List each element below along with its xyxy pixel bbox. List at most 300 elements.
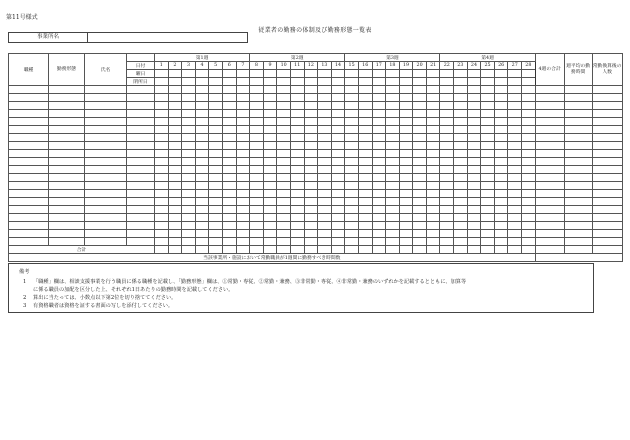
hours-cell[interactable] bbox=[331, 118, 345, 126]
hours-cell[interactable] bbox=[318, 102, 332, 110]
hours-cell[interactable] bbox=[386, 94, 400, 102]
hours-cell[interactable] bbox=[318, 206, 332, 214]
hours-cell[interactable] bbox=[467, 110, 481, 118]
hours-cell[interactable] bbox=[399, 238, 413, 246]
hours-cell[interactable] bbox=[481, 166, 495, 174]
hours-cell[interactable] bbox=[372, 118, 386, 126]
hours-cell[interactable] bbox=[426, 230, 440, 238]
hours-cell[interactable] bbox=[399, 86, 413, 94]
weekday-cell[interactable] bbox=[454, 70, 468, 78]
hours-cell[interactable] bbox=[277, 190, 291, 198]
hours-cell[interactable] bbox=[195, 230, 209, 238]
hours-cell[interactable] bbox=[236, 126, 250, 134]
hours-cell[interactable] bbox=[481, 238, 495, 246]
hours-cell[interactable] bbox=[250, 102, 264, 110]
hours-cell[interactable] bbox=[290, 206, 304, 214]
hours-cell[interactable] bbox=[250, 206, 264, 214]
hours-cell[interactable] bbox=[481, 198, 495, 206]
work-type-cell[interactable] bbox=[49, 142, 85, 150]
hours-cell[interactable] bbox=[467, 150, 481, 158]
hours-cell[interactable] bbox=[440, 158, 454, 166]
hours-cell[interactable] bbox=[209, 190, 223, 198]
hours-cell[interactable] bbox=[413, 182, 427, 190]
hours-cell[interactable] bbox=[522, 118, 536, 126]
weekly-avg-cell[interactable] bbox=[564, 126, 592, 134]
hours-cell[interactable] bbox=[318, 134, 332, 142]
fte-cell[interactable] bbox=[592, 190, 622, 198]
hours-cell[interactable] bbox=[182, 126, 196, 134]
hours-cell[interactable] bbox=[399, 134, 413, 142]
hours-cell[interactable] bbox=[290, 198, 304, 206]
hours-cell[interactable] bbox=[413, 214, 427, 222]
hours-cell[interactable] bbox=[168, 214, 182, 222]
total-cell[interactable] bbox=[535, 110, 564, 118]
hours-cell[interactable] bbox=[372, 158, 386, 166]
hours-cell[interactable] bbox=[318, 94, 332, 102]
name-cell[interactable] bbox=[85, 238, 127, 246]
hours-cell[interactable] bbox=[168, 206, 182, 214]
hours-cell[interactable] bbox=[222, 126, 236, 134]
occupation-cell[interactable] bbox=[9, 190, 49, 198]
hours-cell[interactable] bbox=[467, 166, 481, 174]
total-cell[interactable] bbox=[535, 214, 564, 222]
total-cell[interactable] bbox=[535, 134, 564, 142]
hours-cell[interactable] bbox=[481, 118, 495, 126]
hours-cell[interactable] bbox=[222, 94, 236, 102]
hours-cell[interactable] bbox=[386, 166, 400, 174]
occupation-cell[interactable] bbox=[9, 198, 49, 206]
hours-cell[interactable] bbox=[481, 94, 495, 102]
hours-cell[interactable] bbox=[358, 94, 372, 102]
total-cell[interactable] bbox=[535, 222, 564, 230]
occupation-cell[interactable] bbox=[9, 158, 49, 166]
hours-cell[interactable] bbox=[440, 222, 454, 230]
hours-cell[interactable] bbox=[345, 198, 359, 206]
hours-cell[interactable] bbox=[195, 214, 209, 222]
hours-cell[interactable] bbox=[386, 126, 400, 134]
hours-cell[interactable] bbox=[440, 166, 454, 174]
daily-total-cell[interactable] bbox=[345, 246, 359, 254]
hours-cell[interactable] bbox=[386, 198, 400, 206]
hours-cell[interactable] bbox=[399, 158, 413, 166]
hours-cell[interactable] bbox=[372, 142, 386, 150]
hours-cell[interactable] bbox=[236, 158, 250, 166]
hours-cell[interactable] bbox=[250, 190, 264, 198]
name-cell[interactable] bbox=[85, 142, 127, 150]
hours-cell[interactable] bbox=[467, 206, 481, 214]
hours-cell[interactable] bbox=[358, 198, 372, 206]
closed-day-cell[interactable] bbox=[222, 78, 236, 86]
weekday-cell[interactable] bbox=[318, 70, 332, 78]
hours-cell[interactable] bbox=[290, 182, 304, 190]
fte-cell[interactable] bbox=[592, 102, 622, 110]
hours-cell[interactable] bbox=[155, 230, 169, 238]
hours-cell[interactable] bbox=[182, 174, 196, 182]
total-cell[interactable] bbox=[535, 158, 564, 166]
total-cell[interactable] bbox=[535, 142, 564, 150]
weekly-avg-cell[interactable] bbox=[564, 190, 592, 198]
hours-cell[interactable] bbox=[508, 126, 522, 134]
hours-cell[interactable] bbox=[168, 110, 182, 118]
hours-cell[interactable] bbox=[494, 166, 508, 174]
hours-cell[interactable] bbox=[263, 134, 277, 142]
hours-cell[interactable] bbox=[277, 158, 291, 166]
hours-cell[interactable] bbox=[413, 222, 427, 230]
hours-cell[interactable] bbox=[413, 206, 427, 214]
hours-cell[interactable] bbox=[277, 126, 291, 134]
hours-cell[interactable] bbox=[155, 238, 169, 246]
weekly-avg-cell[interactable] bbox=[564, 118, 592, 126]
hours-cell[interactable] bbox=[168, 198, 182, 206]
hours-cell[interactable] bbox=[168, 134, 182, 142]
hours-cell[interactable] bbox=[222, 174, 236, 182]
work-type-cell[interactable] bbox=[49, 174, 85, 182]
hours-cell[interactable] bbox=[522, 174, 536, 182]
occupation-cell[interactable] bbox=[9, 126, 49, 134]
hours-cell[interactable] bbox=[263, 190, 277, 198]
closed-day-cell[interactable] bbox=[331, 78, 345, 86]
hours-cell[interactable] bbox=[345, 102, 359, 110]
hours-cell[interactable] bbox=[413, 150, 427, 158]
hours-cell[interactable] bbox=[168, 94, 182, 102]
hours-cell[interactable] bbox=[454, 158, 468, 166]
hours-cell[interactable] bbox=[508, 238, 522, 246]
weekday-cell[interactable] bbox=[426, 70, 440, 78]
hours-cell[interactable] bbox=[155, 222, 169, 230]
weekly-avg-cell[interactable] bbox=[564, 110, 592, 118]
hours-cell[interactable] bbox=[467, 86, 481, 94]
hours-cell[interactable] bbox=[440, 94, 454, 102]
closed-day-cell[interactable] bbox=[250, 78, 264, 86]
hours-cell[interactable] bbox=[372, 222, 386, 230]
hours-cell[interactable] bbox=[358, 134, 372, 142]
hours-cell[interactable] bbox=[331, 150, 345, 158]
weekly-avg-cell[interactable] bbox=[564, 214, 592, 222]
hours-cell[interactable] bbox=[454, 198, 468, 206]
closed-day-cell[interactable] bbox=[209, 78, 223, 86]
hours-cell[interactable] bbox=[318, 110, 332, 118]
occupation-cell[interactable] bbox=[9, 238, 49, 246]
name-cell[interactable] bbox=[85, 134, 127, 142]
hours-cell[interactable] bbox=[263, 150, 277, 158]
hours-cell[interactable] bbox=[413, 238, 427, 246]
hours-cell[interactable] bbox=[494, 94, 508, 102]
hours-cell[interactable] bbox=[467, 222, 481, 230]
hours-cell[interactable] bbox=[304, 126, 318, 134]
hours-cell[interactable] bbox=[182, 110, 196, 118]
hours-cell[interactable] bbox=[263, 174, 277, 182]
hours-cell[interactable] bbox=[277, 166, 291, 174]
hours-cell[interactable] bbox=[358, 222, 372, 230]
weekday-cell[interactable] bbox=[413, 70, 427, 78]
hours-cell[interactable] bbox=[155, 174, 169, 182]
hours-cell[interactable] bbox=[508, 94, 522, 102]
hours-cell[interactable] bbox=[209, 94, 223, 102]
hours-cell[interactable] bbox=[345, 214, 359, 222]
hours-cell[interactable] bbox=[508, 142, 522, 150]
hours-cell[interactable] bbox=[399, 142, 413, 150]
hours-cell[interactable] bbox=[386, 110, 400, 118]
occupation-cell[interactable] bbox=[9, 110, 49, 118]
hours-cell[interactable] bbox=[155, 86, 169, 94]
hours-cell[interactable] bbox=[345, 110, 359, 118]
name-cell[interactable] bbox=[85, 230, 127, 238]
closed-day-cell[interactable] bbox=[263, 78, 277, 86]
hours-cell[interactable] bbox=[508, 174, 522, 182]
hours-cell[interactable] bbox=[250, 198, 264, 206]
weekday-cell[interactable] bbox=[508, 70, 522, 78]
hours-cell[interactable] bbox=[413, 230, 427, 238]
hours-cell[interactable] bbox=[399, 182, 413, 190]
hours-cell[interactable] bbox=[386, 182, 400, 190]
fte-cell[interactable] bbox=[592, 118, 622, 126]
hours-cell[interactable] bbox=[195, 86, 209, 94]
hours-cell[interactable] bbox=[318, 142, 332, 150]
fte-cell[interactable] bbox=[592, 134, 622, 142]
hours-cell[interactable] bbox=[209, 118, 223, 126]
hours-cell[interactable] bbox=[426, 214, 440, 222]
work-type-cell[interactable] bbox=[49, 238, 85, 246]
hours-cell[interactable] bbox=[250, 174, 264, 182]
hours-cell[interactable] bbox=[522, 150, 536, 158]
hours-cell[interactable] bbox=[290, 238, 304, 246]
hours-cell[interactable] bbox=[277, 174, 291, 182]
occupation-cell[interactable] bbox=[9, 94, 49, 102]
hours-cell[interactable] bbox=[304, 86, 318, 94]
hours-cell[interactable] bbox=[358, 126, 372, 134]
daily-total-cell[interactable] bbox=[494, 246, 508, 254]
daily-total-cell[interactable] bbox=[331, 246, 345, 254]
hours-cell[interactable] bbox=[494, 110, 508, 118]
hours-cell[interactable] bbox=[522, 198, 536, 206]
hours-cell[interactable] bbox=[290, 102, 304, 110]
weekday-cell[interactable] bbox=[155, 70, 169, 78]
hours-cell[interactable] bbox=[182, 198, 196, 206]
name-cell[interactable] bbox=[85, 214, 127, 222]
hours-cell[interactable] bbox=[494, 134, 508, 142]
hours-cell[interactable] bbox=[222, 222, 236, 230]
hours-cell[interactable] bbox=[440, 126, 454, 134]
hours-cell[interactable] bbox=[263, 118, 277, 126]
hours-cell[interactable] bbox=[155, 150, 169, 158]
hours-cell[interactable] bbox=[168, 142, 182, 150]
daily-total-cell[interactable] bbox=[195, 246, 209, 254]
hours-cell[interactable] bbox=[467, 214, 481, 222]
total-cell[interactable] bbox=[535, 198, 564, 206]
hours-cell[interactable] bbox=[209, 134, 223, 142]
hours-cell[interactable] bbox=[522, 230, 536, 238]
standard-hours-value[interactable] bbox=[535, 254, 622, 262]
hours-cell[interactable] bbox=[467, 198, 481, 206]
closed-day-cell[interactable] bbox=[358, 78, 372, 86]
hours-cell[interactable] bbox=[250, 110, 264, 118]
hours-cell[interactable] bbox=[372, 86, 386, 94]
hours-cell[interactable] bbox=[399, 190, 413, 198]
hours-cell[interactable] bbox=[399, 110, 413, 118]
hours-cell[interactable] bbox=[467, 142, 481, 150]
hours-cell[interactable] bbox=[195, 94, 209, 102]
total-cell[interactable] bbox=[535, 150, 564, 158]
fte-cell[interactable] bbox=[592, 142, 622, 150]
hours-cell[interactable] bbox=[318, 182, 332, 190]
hours-cell[interactable] bbox=[372, 174, 386, 182]
hours-cell[interactable] bbox=[413, 134, 427, 142]
hours-cell[interactable] bbox=[250, 142, 264, 150]
name-cell[interactable] bbox=[85, 166, 127, 174]
work-type-cell[interactable] bbox=[49, 158, 85, 166]
blank-cell[interactable] bbox=[127, 134, 155, 142]
hours-cell[interactable] bbox=[318, 150, 332, 158]
hours-cell[interactable] bbox=[440, 142, 454, 150]
hours-cell[interactable] bbox=[155, 206, 169, 214]
hours-cell[interactable] bbox=[386, 238, 400, 246]
hours-cell[interactable] bbox=[358, 102, 372, 110]
hours-cell[interactable] bbox=[277, 94, 291, 102]
hours-cell[interactable] bbox=[372, 150, 386, 158]
hours-cell[interactable] bbox=[386, 190, 400, 198]
occupation-cell[interactable] bbox=[9, 118, 49, 126]
closed-day-cell[interactable] bbox=[522, 78, 536, 86]
hours-cell[interactable] bbox=[508, 222, 522, 230]
hours-cell[interactable] bbox=[318, 214, 332, 222]
hours-cell[interactable] bbox=[494, 150, 508, 158]
hours-cell[interactable] bbox=[358, 166, 372, 174]
work-type-cell[interactable] bbox=[49, 126, 85, 134]
hours-cell[interactable] bbox=[222, 110, 236, 118]
hours-cell[interactable] bbox=[304, 198, 318, 206]
hours-cell[interactable] bbox=[263, 214, 277, 222]
hours-cell[interactable] bbox=[195, 182, 209, 190]
blank-cell[interactable] bbox=[127, 110, 155, 118]
hours-cell[interactable] bbox=[155, 94, 169, 102]
hours-cell[interactable] bbox=[386, 230, 400, 238]
hours-cell[interactable] bbox=[440, 86, 454, 94]
hours-cell[interactable] bbox=[222, 238, 236, 246]
hours-cell[interactable] bbox=[236, 102, 250, 110]
hours-cell[interactable] bbox=[386, 118, 400, 126]
work-type-cell[interactable] bbox=[49, 190, 85, 198]
hours-cell[interactable] bbox=[399, 222, 413, 230]
hours-cell[interactable] bbox=[290, 190, 304, 198]
hours-cell[interactable] bbox=[277, 230, 291, 238]
hours-cell[interactable] bbox=[372, 198, 386, 206]
hours-cell[interactable] bbox=[413, 86, 427, 94]
hours-cell[interactable] bbox=[182, 86, 196, 94]
hours-cell[interactable] bbox=[290, 166, 304, 174]
hours-cell[interactable] bbox=[250, 214, 264, 222]
weekday-cell[interactable] bbox=[372, 70, 386, 78]
hours-cell[interactable] bbox=[195, 222, 209, 230]
hours-cell[interactable] bbox=[250, 166, 264, 174]
weekly-avg-cell[interactable] bbox=[564, 102, 592, 110]
hours-cell[interactable] bbox=[182, 102, 196, 110]
hours-cell[interactable] bbox=[168, 150, 182, 158]
hours-cell[interactable] bbox=[372, 102, 386, 110]
hours-cell[interactable] bbox=[440, 190, 454, 198]
hours-cell[interactable] bbox=[508, 166, 522, 174]
hours-cell[interactable] bbox=[209, 174, 223, 182]
hours-cell[interactable] bbox=[426, 126, 440, 134]
hours-cell[interactable] bbox=[481, 150, 495, 158]
hours-cell[interactable] bbox=[426, 102, 440, 110]
hours-cell[interactable] bbox=[399, 174, 413, 182]
hours-cell[interactable] bbox=[318, 174, 332, 182]
hours-cell[interactable] bbox=[209, 158, 223, 166]
hours-cell[interactable] bbox=[508, 118, 522, 126]
hours-cell[interactable] bbox=[277, 134, 291, 142]
closed-day-cell[interactable] bbox=[386, 78, 400, 86]
hours-cell[interactable] bbox=[481, 134, 495, 142]
hours-cell[interactable] bbox=[426, 158, 440, 166]
hours-cell[interactable] bbox=[467, 158, 481, 166]
hours-cell[interactable] bbox=[358, 238, 372, 246]
hours-cell[interactable] bbox=[290, 222, 304, 230]
hours-cell[interactable] bbox=[508, 150, 522, 158]
hours-cell[interactable] bbox=[426, 150, 440, 158]
hours-cell[interactable] bbox=[426, 182, 440, 190]
hours-cell[interactable] bbox=[386, 158, 400, 166]
daily-total-cell[interactable] bbox=[386, 246, 400, 254]
hours-cell[interactable] bbox=[522, 222, 536, 230]
hours-cell[interactable] bbox=[399, 94, 413, 102]
work-type-cell[interactable] bbox=[49, 214, 85, 222]
fte-cell[interactable] bbox=[592, 182, 622, 190]
hours-cell[interactable] bbox=[467, 174, 481, 182]
fte-cell[interactable] bbox=[592, 230, 622, 238]
hours-cell[interactable] bbox=[454, 110, 468, 118]
hours-cell[interactable] bbox=[454, 86, 468, 94]
hours-cell[interactable] bbox=[304, 174, 318, 182]
hours-cell[interactable] bbox=[358, 230, 372, 238]
hours-cell[interactable] bbox=[250, 118, 264, 126]
occupation-cell[interactable] bbox=[9, 142, 49, 150]
weekday-cell[interactable] bbox=[263, 70, 277, 78]
hours-cell[interactable] bbox=[399, 166, 413, 174]
hours-cell[interactable] bbox=[155, 102, 169, 110]
hours-cell[interactable] bbox=[290, 126, 304, 134]
hours-cell[interactable] bbox=[250, 222, 264, 230]
total-cell[interactable] bbox=[535, 174, 564, 182]
hours-cell[interactable] bbox=[481, 190, 495, 198]
hours-cell[interactable] bbox=[263, 110, 277, 118]
hours-cell[interactable] bbox=[440, 118, 454, 126]
hours-cell[interactable] bbox=[494, 190, 508, 198]
hours-cell[interactable] bbox=[467, 118, 481, 126]
hours-cell[interactable] bbox=[522, 166, 536, 174]
hours-cell[interactable] bbox=[182, 158, 196, 166]
hours-cell[interactable] bbox=[236, 94, 250, 102]
hours-cell[interactable] bbox=[263, 206, 277, 214]
hours-cell[interactable] bbox=[467, 134, 481, 142]
hours-cell[interactable] bbox=[426, 222, 440, 230]
weekly-avg-cell[interactable] bbox=[564, 86, 592, 94]
hours-cell[interactable] bbox=[209, 182, 223, 190]
hours-cell[interactable] bbox=[155, 142, 169, 150]
hours-cell[interactable] bbox=[290, 86, 304, 94]
weekly-avg-cell[interactable] bbox=[564, 182, 592, 190]
hours-cell[interactable] bbox=[522, 182, 536, 190]
weekly-avg-cell[interactable] bbox=[564, 198, 592, 206]
hours-cell[interactable] bbox=[290, 110, 304, 118]
daily-total-cell[interactable] bbox=[263, 246, 277, 254]
hours-cell[interactable] bbox=[182, 214, 196, 222]
hours-cell[interactable] bbox=[426, 94, 440, 102]
blank-cell[interactable] bbox=[127, 174, 155, 182]
hours-cell[interactable] bbox=[209, 198, 223, 206]
hours-cell[interactable] bbox=[454, 142, 468, 150]
weekday-cell[interactable] bbox=[250, 70, 264, 78]
hours-cell[interactable] bbox=[236, 238, 250, 246]
